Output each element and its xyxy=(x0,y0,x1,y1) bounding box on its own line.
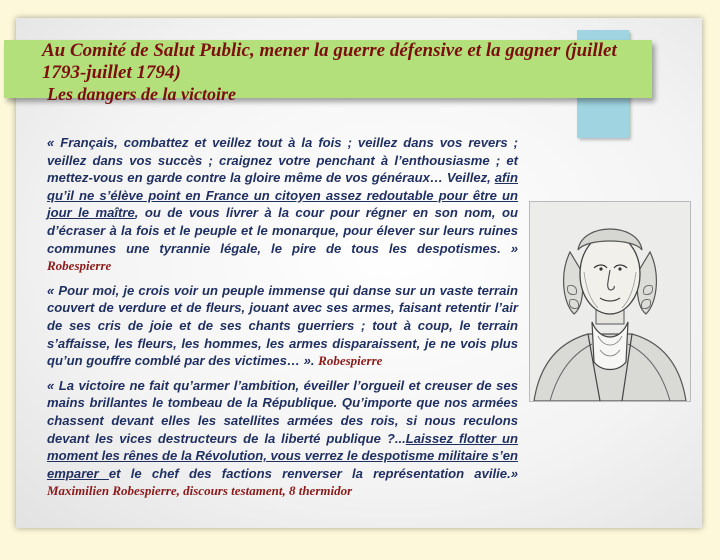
quote-1 xyxy=(47,134,518,275)
quote-1-underlined: afin qu’il ne s’élève point en France un citoyen assez redoutable pour être un jour le maître xyxy=(47,170,518,221)
quote-1-author: Robespierre xyxy=(47,258,112,274)
quote-1-text: « Français, combattez et veillez tout à la fois ; veillez dans vos revers ; veillez dans vos succès ; craignez votre penchant à l’enthousiasme ; et mettez-vous en garde contre la gloire même de vos généraux… Veillez, xyxy=(47,135,518,186)
portrait-engraving-icon xyxy=(530,202,690,401)
quote-3-text: « La victoire ne fait qu’armer l’ambition, éveiller l’orgueil et creuser de ses mains brillantes le tombeau de la République. Qu’importe que nos armées chassent devant elles les satellites armées des rois, si nous reculons devant les vices destructeurs de la liberté publique ?... xyxy=(47,377,518,446)
quote-2 xyxy=(47,282,518,370)
quote-3-author: Maximilien Robespierre, discours testament, 8 thermidor xyxy=(47,483,353,499)
quotes-block xyxy=(47,134,518,507)
quote-3-underlined: Laissez flotter un moment les rênes de la Révolution, vous verrez le despotisme militaire s’en emparer xyxy=(47,430,518,481)
quote-3 xyxy=(47,377,518,500)
slide-subtitle: Les dangers de la victoire xyxy=(47,84,236,104)
quote-2-author: Robespierre xyxy=(318,353,383,369)
quote-3-text-after: et le chef des factions renverser la représentation avilie.» xyxy=(108,465,518,481)
quote-2-text: « Pour moi, je crois voir un peuple immense qui danse sur un vaste terrain couvert de verdure et de fleurs, jouant avec ses armes, faisant retentir l’air de ses cris de joie et de ses chants guerriers ; tout à coup, le terrain s’affaisse, les fleurs, les hommes, les armes disparaissent, je ne vois plus qu’un gouffre comblé par des victimes… ». xyxy=(47,282,518,369)
slide-title: Au Comité de Salut Public, mener la guerre défensive et la gagner (juillet 1793-juillet 1794) xyxy=(42,40,617,83)
quote-1-text-after: , ou de vous livrer à la cour pour régner en son nom, ou d’écraser à la fois et le peuple et le monarque, pour élever sur leurs ruines communes une tyrannie légale, le pire de tous les despotismes. » xyxy=(47,205,518,256)
robespierre-portrait xyxy=(529,201,691,402)
